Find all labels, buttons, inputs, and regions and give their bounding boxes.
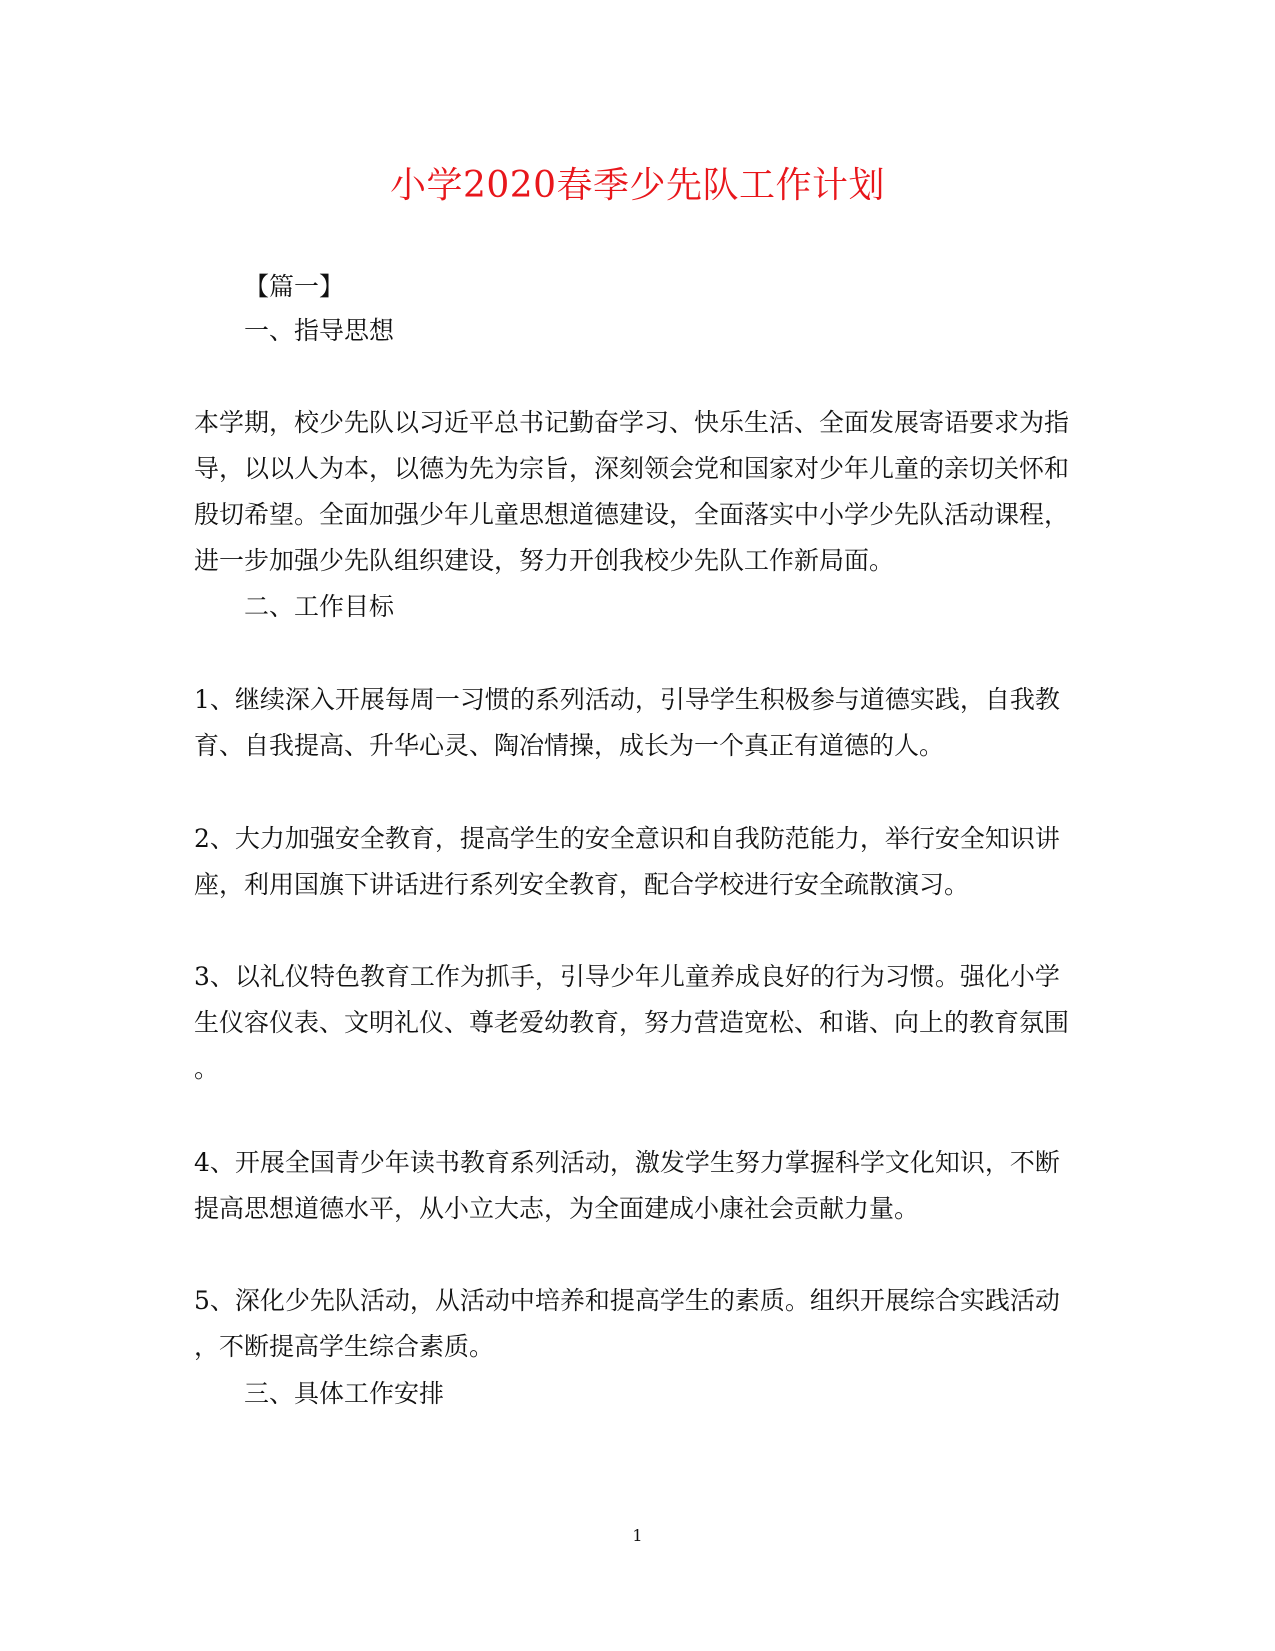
heading-guiding-ideology: 一、指导思想	[244, 316, 395, 345]
paragraph-line: 殷切希望。全面加强少年儿童思想道德建设，全面落实中小学少先队活动课程，	[194, 500, 1070, 529]
paragraph-line: 进一步加强少先队组织建设，努力开创我校少先队工作新局面。	[194, 546, 895, 575]
goal-3-line: 3、以礼仪特色教育工作为抓手，引导少年儿童养成良好的行为习惯。强化小学	[194, 962, 1060, 991]
goal-5-line: ，不断提高学生综合素质。	[194, 1332, 495, 1361]
goal-3-line: 。	[194, 1054, 220, 1083]
goal-1-line: 育、自我提高、升华心灵、陶冶情操，成长为一个真正有道德的人。	[194, 731, 945, 760]
goal-2-line: 2、大力加强安全教育，提高学生的安全意识和自我防范能力，举行安全知识讲	[194, 824, 1060, 853]
goal-3-line: 生仪容仪表、文明礼仪、尊老爱幼教育，努力营造宽松、和谐、向上的教育氛围	[194, 1008, 1070, 1037]
paragraph-line: 本学期，校少先队以习近平总书记勤奋学习、快乐生活、全面发展寄语要求为指	[194, 408, 1070, 437]
goal-1-line: 1、继续深入开展每周一习惯的系列活动，引导学生积极参与道德实践，自我教	[194, 685, 1060, 714]
heading-work-arrangement: 三、具体工作安排	[244, 1379, 445, 1408]
paragraph-line: 导，以以人为本，以德为先为宗旨，深刻领会党和国家对少年儿童的亲切关怀和	[194, 454, 1070, 483]
goal-5-line: 5、深化少先队活动，从活动中培养和提高学生的素质。组织开展综合实践活动	[194, 1286, 1060, 1315]
goal-4-line: 提高思想道德水平，从小立大志，为全面建成小康社会贡献力量。	[194, 1194, 920, 1223]
goal-4-line: 4、开展全国青少年读书教育系列活动，激发学生努力掌握科学文化知识，不断	[194, 1148, 1060, 1177]
page-number: 1	[632, 1526, 643, 1545]
section-marker: 【篇一】	[244, 272, 345, 301]
heading-work-goals: 二、工作目标	[244, 592, 395, 621]
document-title: 小学2020春季少先队工作计划	[389, 165, 886, 206]
goal-2-line: 座，利用国旗下讲话进行系列安全教育，配合学校进行安全疏散演习。	[194, 870, 970, 899]
